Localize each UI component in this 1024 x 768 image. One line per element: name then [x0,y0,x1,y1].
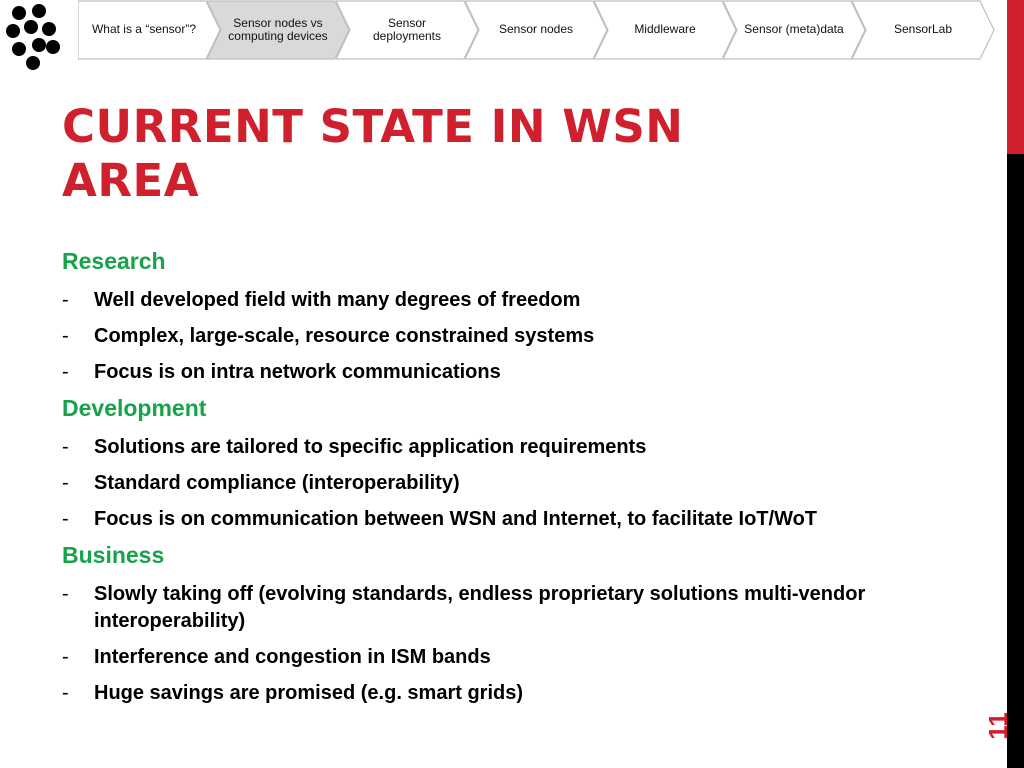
page-number: 11 [983,712,1013,740]
bullet-marker: - [62,361,69,383]
tab-sensor-metadata[interactable] [723,0,865,60]
tab-label: Sensor nodes [498,22,574,37]
bullet-text: Interference and congestion in ISM bands [94,646,491,668]
section-research [62,244,992,386]
section-business [62,538,992,707]
bullet-marker: - [62,325,69,347]
section-heading: Research [62,248,166,274]
tab-sensor-deployments[interactable] [336,0,478,60]
tab-what-is-a-sensor[interactable] [78,0,220,60]
edge-bar-red [1007,0,1024,154]
bullet-item [62,644,992,671]
tab-middleware[interactable] [594,0,736,60]
bullet-marker: - [62,289,69,311]
bullet-marker: - [62,682,69,704]
bullet-text: Well developed field with many degrees of freedom [94,289,581,311]
tab-label: Middleware [634,22,696,37]
tab-label: SensorLab [893,22,953,37]
tab-sensorlab[interactable] [852,0,994,60]
bullet-item [62,581,992,635]
tab-label: Sensor deployments [372,15,442,43]
bullet-item [62,287,992,314]
tab-label: Sensor nodes vs computing devices [228,15,328,43]
bullet-item [62,680,992,707]
bullet-item [62,470,992,497]
bullet-marker: - [62,436,69,458]
bullet-marker: - [62,583,69,605]
bullet-text: Standard compliance (interoperability) [94,472,460,494]
bullet-text: Focus is on intra network communications [94,361,501,383]
slide-title: CURRENT STATE IN WSN AREA [62,100,684,207]
bullet-item [62,434,992,461]
bullet-text: Huge savings are promised (e.g. smart grids) [94,682,524,704]
bullet-item [62,323,992,350]
slide-content [62,244,992,712]
tab-label: What is a “sensor”? [91,22,197,37]
tab-sensor-nodes[interactable] [465,0,607,60]
bullet-item [62,506,992,533]
edge-bar-black [1007,154,1024,768]
section-development [62,391,992,533]
breadcrumb [0,0,1007,60]
bullet-text: Complex, large-scale, resource constrained systems [94,325,595,347]
bullet-marker: - [62,646,69,668]
bullet-text: Slowly taking off (evolving standards, endless proprietary solutions multi-vendor interoperability) [94,583,866,632]
section-heading: Business [62,542,165,568]
bullet-text: Solutions are tailored to specific application requirements [94,436,647,458]
bullet-text: Focus is on communication between WSN and Internet, to facilitate IoT/WoT [94,508,818,530]
tab-label: Sensor (meta)data [744,22,844,37]
section-heading: Development [62,395,207,421]
tab-sensor-nodes-vs-computing[interactable] [207,0,349,60]
bullet-marker: - [62,472,69,494]
bullet-item [62,359,992,386]
bullet-marker: - [62,508,69,530]
